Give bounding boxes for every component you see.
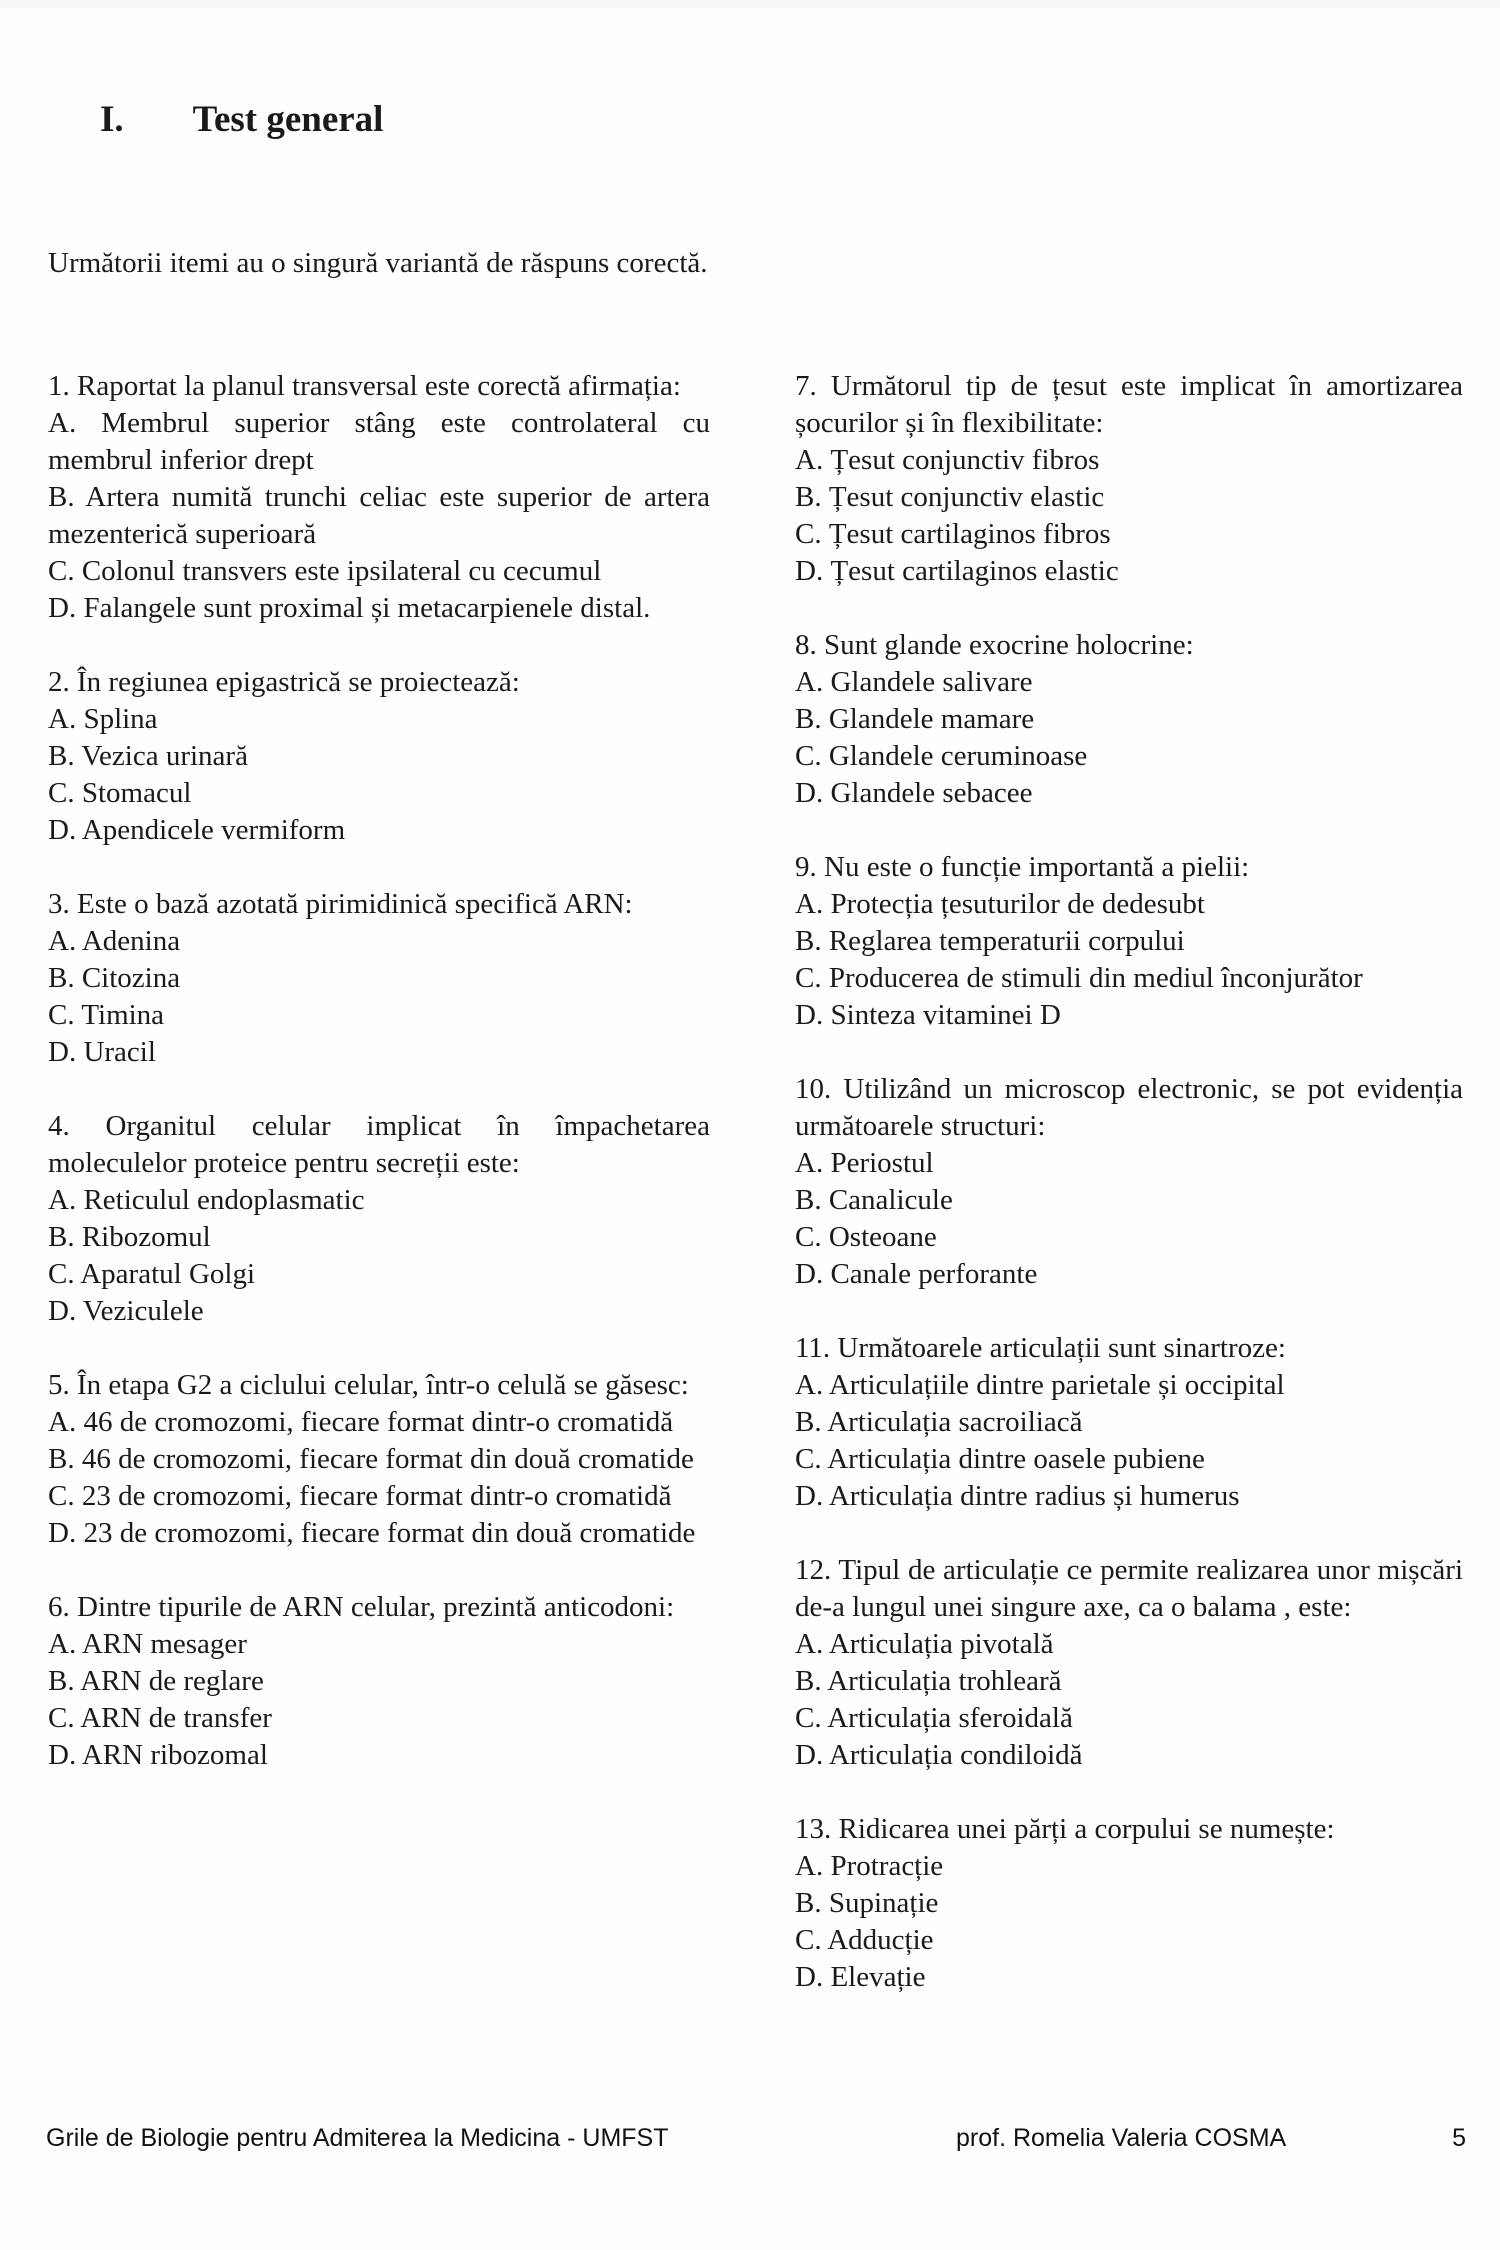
question-block-5 [48, 1367, 710, 1552]
option-text: D. Sinteza vitaminei D [795, 999, 1061, 1031]
option-text: D. Glandele sebacee [795, 777, 1033, 809]
question-block-9 [795, 849, 1463, 1034]
option-text: C. 23 de cromozomi, fiecare format dintr-o cromatidă [48, 1480, 672, 1512]
option-text: B. Citozina [48, 962, 181, 994]
option-text: D. ARN ribozomal [48, 1739, 268, 1771]
question-block-8 [795, 627, 1463, 812]
question-block-10 [795, 1071, 1463, 1293]
option-text: B. Glandele mamare [795, 703, 1035, 735]
question-text: 9. Nu este o funcție importantă a pielii: [795, 851, 1250, 883]
option-text: B. Ribozomul [48, 1221, 211, 1253]
question-text: 8. Sunt glande exocrine holocrine: [795, 629, 1194, 661]
option-text: A. ARN mesager [48, 1628, 247, 1660]
option-text: D. 23 de cromozomi, fiecare format din două cromatide [48, 1517, 696, 1549]
question-text: 2. În regiunea epigastrică se proiectează: [48, 666, 520, 698]
option-text: C. Articulația dintre oasele pubiene [795, 1443, 1205, 1475]
question-block-12 [795, 1552, 1463, 1774]
option-text: A. Glandele salivare [795, 666, 1033, 698]
question-text: 10. Utilizând un microscop electronic, se pot evidenția următoarele structuri: [795, 1073, 1463, 1142]
option-text: A. Articulația pivotală [795, 1628, 1054, 1660]
option-text: D. Articulația condiloidă [795, 1739, 1083, 1771]
questions-columns [0, 368, 1500, 2033]
question-text: 13. Ridicarea unei părți a corpului se numește: [795, 1813, 1335, 1845]
question-block-1 [48, 368, 710, 627]
option-text: C. Osteoane [795, 1221, 937, 1253]
section-heading [0, 0, 1500, 143]
option-text: B. 46 de cromozomi, fiecare format din două cromatide [48, 1443, 694, 1475]
question-text: 4. Organitul celular implicat în împachetarea moleculelor proteice pentru secreții este: [48, 1110, 710, 1179]
question-block-13 [795, 1811, 1463, 1996]
question-text: 5. În etapa G2 a ciclului celular, într-o celulă se găsesc: [48, 1369, 689, 1401]
question-block-11 [795, 1330, 1463, 1515]
option-text: B. Artera numită trunchi celiac este superior de artera mezenterică superioară [48, 481, 710, 550]
option-text: C. Țesut cartilaginos fibros [795, 518, 1111, 550]
option-text: B. Reglarea temperaturii corpului [795, 925, 1185, 957]
option-text: C. Colonul transvers este ipsilateral cu cecumul [48, 555, 602, 587]
question-text: 1. Raportat la planul transversal este corectă afirmația: [48, 370, 681, 402]
option-text: C. Timina [48, 999, 165, 1031]
page-footer [46, 2124, 1466, 2158]
heading-title: Test general [192, 99, 384, 140]
option-text: D. Falangele sunt proximal și metacarpienele distal. [48, 592, 651, 624]
option-text: A. Splina [48, 703, 158, 735]
question-text: 12. Tipul de articulație ce permite realizarea unor mișcări de-a lungul unei singure axe, ca o balama , este: [795, 1554, 1463, 1623]
column-right [795, 368, 1463, 2033]
option-text: A. 46 de cromozomi, fiecare format dintr-o cromatidă [48, 1406, 674, 1438]
option-text: D. Uracil [48, 1036, 156, 1068]
option-text: D. Țesut cartilaginos elastic [795, 555, 1119, 587]
option-text: B. Articulația trohleară [795, 1665, 1062, 1697]
footer-page-number: 5 [1452, 2124, 1466, 2152]
option-text: C. ARN de transfer [48, 1702, 272, 1734]
option-text: C. Aparatul Golgi [48, 1258, 256, 1290]
footer-author: prof. Romelia Valeria COSMA [956, 2124, 1287, 2152]
option-text: D. Veziculele [48, 1295, 204, 1327]
option-text: C. Adducție [795, 1924, 934, 1956]
question-block-2 [48, 664, 710, 849]
question-text: 7. Următorul tip de țesut este implicat în amortizarea șocurilor și în flexibilitate: [795, 370, 1463, 439]
option-text: A. Membrul superior stâng este controlateral cu membrul inferior drept [48, 407, 710, 476]
question-text: 3. Este o bază azotată pirimidinică specifică ARN: [48, 888, 633, 920]
option-text: D. Elevație [795, 1961, 926, 1993]
question-block-7 [795, 368, 1463, 590]
option-text: B. ARN de reglare [48, 1665, 264, 1697]
question-text: 11. Următoarele articulații sunt sinartroze: [795, 1332, 1286, 1364]
question-block-3 [48, 886, 710, 1071]
option-text: C. Articulația sferoidală [795, 1702, 1073, 1734]
option-text: C. Stomacul [48, 777, 192, 809]
option-text: A. Protecția țesuturilor de dedesubt [795, 888, 1205, 920]
page-top-edge [0, 0, 1500, 8]
option-text: A. Țesut conjunctiv fibros [795, 444, 1100, 476]
option-text: A. Articulațiile dintre parietale și occipital [795, 1369, 1285, 1401]
question-text: 6. Dintre tipurile de ARN celular, prezintă anticodoni: [48, 1591, 675, 1623]
intro-text: Următorii itemi au o singură variantă de răspuns corectă. [48, 247, 708, 279]
option-text: B. Vezica urinară [48, 740, 248, 772]
option-text: D. Canale perforante [795, 1258, 1038, 1290]
footer-book-title: Grile de Biologie pentru Admiterea la Medicina - UMFST [46, 2124, 669, 2152]
question-block-6 [48, 1589, 710, 1774]
option-text: B. Canalicule [795, 1184, 953, 1216]
option-text: C. Glandele ceruminoase [795, 740, 1088, 772]
option-text: B. Articulația sacroiliacă [795, 1406, 1083, 1438]
option-text: B. Supinație [795, 1887, 939, 1919]
option-text: A. Adenina [48, 925, 181, 957]
option-text: A. Periostul [795, 1147, 934, 1179]
option-text: A. Reticulul endoplasmatic [48, 1184, 365, 1216]
option-text: D. Apendicele vermiform [48, 814, 346, 846]
column-left [48, 368, 710, 2033]
option-text: D. Articulația dintre radius și humerus [795, 1480, 1240, 1512]
heading-numeral: I. [100, 99, 124, 140]
option-text: A. Protracție [795, 1850, 944, 1882]
option-text: B. Țesut conjunctiv elastic [795, 481, 1105, 513]
option-text: C. Producerea de stimuli din mediul înconjurător [795, 962, 1363, 994]
question-block-4 [48, 1108, 710, 1330]
